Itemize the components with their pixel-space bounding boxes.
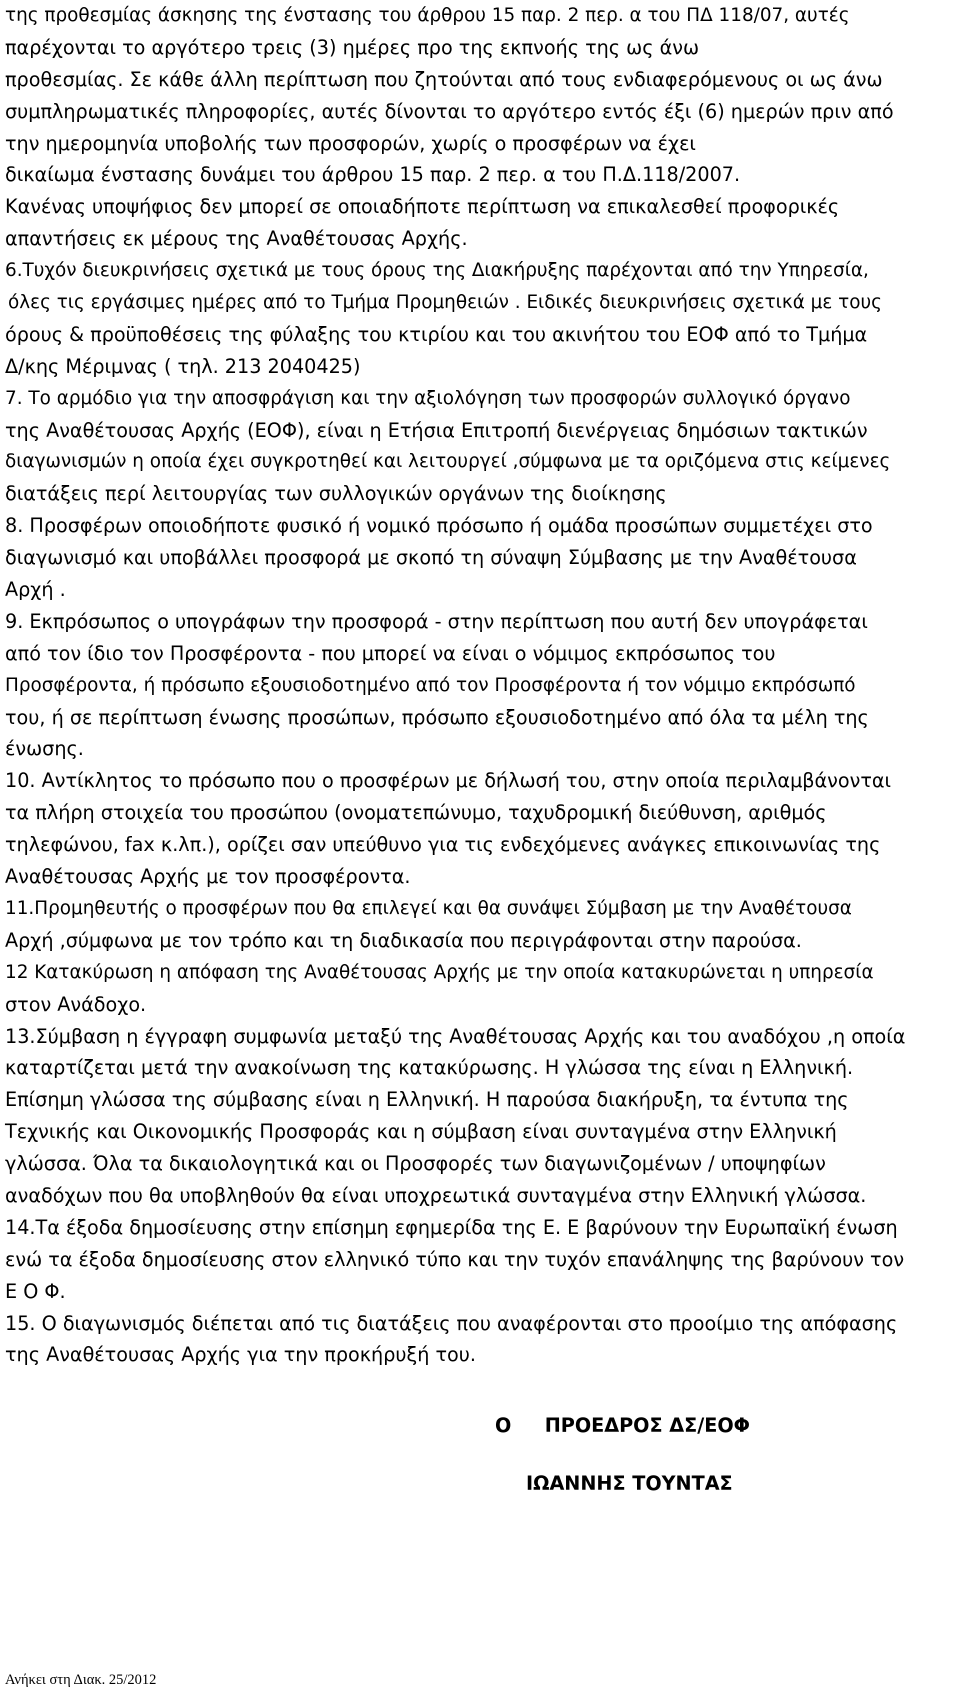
text-line: συμπληρωματικές πληροφορίες, αυτές δίνονται το αργότερο εντός έξι (6) ημερών πριν από [5,99,894,123]
text-line: διατάξεις περί λειτουργίας των συλλογικών οργάνων της διοίκησης [5,482,667,506]
text-line: γλώσσα. Όλα τα δικαιολογητικά και οι Προσφορές των διαγωνιζομένων / υποψηφίων [5,1152,826,1176]
text-line: Τεχνικής και Οικονομικής Προσφοράς και η σύμβαση είναι συνταγμένα στην Ελληνική [5,1120,837,1144]
text-line: προθεσμίας. Σε κάθε άλλη περίπτωση που ζητούνται από τους ενδιαφερόμενους οι ως άνω [5,67,883,91]
text-line: 10. Αντίκλητος το πρόσωπο που ο προσφέρων με δήλωσή του, στην οποία περιλαμβάνονται [5,769,892,793]
text-line: Δ/κης Μέριμνας ( τηλ. 213 2040425) [5,354,361,378]
text-line: 12 Κατακύρωση η απόφαση της Αναθέτουσας Αρχής με την οποία κατακυρώνεται η υπηρεσία [5,961,874,983]
text-line: διαγωνισμών η οποία έχει συγκροτηθεί και λειτουργεί ,σύμφωνα με τα οριζόμενα στις κείμενες [5,451,891,473]
text-line: 11.Προμηθευτής ο προσφέρων που θα επιλεγεί και θα συνάψει Σύμβαση με την Αναθέτουσα [5,897,852,919]
text-line: δικαίωμα ένστασης δυνάμει του άρθρου 15 παρ. 2 περ. α του Π.Δ.118/2007. [5,163,741,187]
text-line: απαντήσεις εκ μέρους της Αναθέτουσας Αρχής. [5,227,468,251]
text-line: της Αναθέτουσας Αρχής για την προκήρυξή του. [5,1343,476,1367]
text-line: του, ή σε περίπτωση ένωσης προσώπων, πρόσωπο εξουσιοδοτημένο από όλα τα μέλη της [5,705,869,729]
text-line: Κανένας υποψήφιος δεν μπορεί σε οποιαδήποτε περίπτωση να επικαλεσθεί προφορικές [5,195,840,219]
text-line: 7. Το αρμόδιο για την αποσφράγιση και την αξιολόγηση των προσφορών συλλογικό όργανο [5,387,851,409]
text-line: ενώ τα έξοδα δημοσίευσης στον ελληνικό τύπο και την τυχόν επανάληψης της βαρύνουν τον [5,1247,905,1271]
text-line: τηλεφώνου, fax κ.λπ.), ορίζει σαν υπεύθυνο για τις ενδεχόμενες ανάγκες επικοινωνίας της [5,833,881,857]
text-line: της προθεσμίας άσκησης της ένστασης του άρθρου 15 παρ. 2 περ. α του ΠΔ 118/07, αυτές [5,5,850,26]
text-line: όρους & προϋποθέσεις της φύλαξης του κτιρίου και του ακινήτου του ΕΟΦ από το Τμήμα [5,322,868,346]
text-line: Αρχή ,σύμφωνα με τον τρόπο και τη διαδικασία που περιγράφονται στην παρούσα. [5,928,802,952]
text-line: 6.Τυχόν διευκρινήσεις σχετικά με τους όρους της Διακήρυξης παρέχονται από την Υπηρεσία, [5,260,869,282]
text-line: 9. Εκπρόσωπος ο υπογράφων την προσφορά - στην περίπτωση που αυτή δεν υπογράφεται [5,609,868,633]
text-line: 15. Ο διαγωνισμός διέπεται από τις διατάξεις που αναφέρονται στο προοίμιο της απόφασης [5,1311,898,1335]
text-line: Επίσημη γλώσσα της σύμβασης είναι η Ελληνική. Η παρούσα διακήρυξη, τα έντυπα της [5,1088,849,1112]
text-line: καταρτίζεται μετά την ανακοίνωση της κατακύρωσης. Η γλώσσα της είναι η Ελληνική. [5,1056,854,1080]
text-line: την ημερομηνία υποβολής των προσφορών, χωρίς ο προσφέρων να έχει [5,131,696,155]
text-line: 8. Προσφέρων οποιοδήποτε φυσικό ή νομικό πρόσωπο ή ομάδα προσώπων συμμετέχει στο [5,514,873,538]
text-line: ένωσης. [5,737,84,761]
text-line: της Αναθέτουσας Αρχής (ΕΟΦ), είναι η Ετήσια Επιτροπή διενέργειας δημόσιων τακτικών [5,418,868,442]
page-footer: Ανήκει στη Διακ. 25/2012 [5,1672,157,1688]
text-line: 13.Σύμβαση η έγγραφη συμφωνία μεταξύ της Αναθέτουσας Αρχής και του αναδόχου ,η οποία [5,1024,906,1048]
text-line: όλες τις εργάσιμες ημέρες από το Τμήμα Προμηθειών . Ειδικές διευκρινήσεις σχετικά με τους [8,292,882,314]
text-line: παρέχονται το αργότερο τρεις (3) ημέρες προ της εκπνοής της ως άνω [5,35,700,59]
document-body [5,0,950,1371]
signature-name: ΙΩΑΝΝΗΣ ΤΟΥΝΤΑΣ [526,1472,733,1495]
text-line: στον Ανάδοχο. [5,992,147,1016]
text-line: αναδόχων που θα υποβληθούν θα είναι υποχρεωτικά συνταγμένα στην Ελληνική γλώσσα. [5,1183,867,1207]
text-line: 14.Τα έξοδα δημοσίευσης στην επίσημη εφημερίδα της Ε. Ε βαρύνουν την Ευρωπαϊκή ένωση [5,1215,898,1239]
text-line: Ε Ο Φ. [5,1279,66,1303]
text-line: τα πλήρη στοιχεία του προσώπου (ονοματεπώνυμο, ταχυδρομική διεύθυνση, αριθμός [5,801,827,825]
text-line: από τον ίδιο τον Προσφέροντα - που μπορεί να είναι ο νόμιμος εκπρόσωπος του [5,641,776,665]
text-line: Προσφέροντα, ή πρόσωπο εξουσιοδοτημένο από τον Προσφέροντα ή τον νόμιμο εκπρόσωπό [5,674,856,696]
signature-title: Ο ΠΡΟΕΔΡΟΣ ΔΣ/ΕΟΦ [495,1414,750,1437]
text-line: Αρχή . [5,578,66,602]
text-line: διαγωνισμό και υποβάλλει προσφορά με σκοπό τη σύναψη Σύμβασης με την Αναθέτουσα [5,546,857,570]
text-line: Αναθέτουσας Αρχής με τον προσφέροντα. [5,865,411,889]
